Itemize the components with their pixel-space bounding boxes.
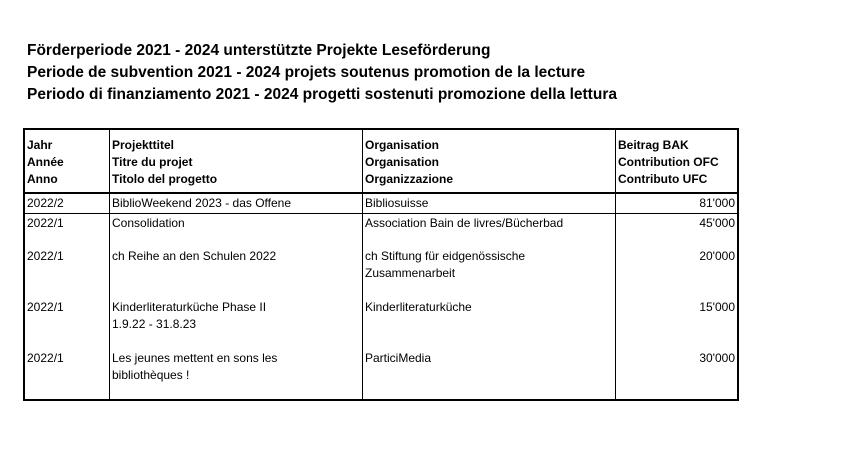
table-row (24, 349, 738, 400)
cell-year: 2022/2 (24, 193, 110, 214)
cell-project: Consolidation (110, 214, 363, 248)
cell-amount: 20'000 (699, 249, 735, 263)
title-fr: Periode de subvention 2021 - 2024 projets soutenus promotion de la lecture (27, 64, 586, 81)
table-row (24, 214, 738, 248)
title-it: Periodo di finanziamento 2021 - 2024 progetti sostenuti promozione della lettura (27, 86, 617, 103)
cell-year: 2022/1 (24, 298, 110, 349)
header-organisation: Organisation Organisation Organizzazione (363, 129, 616, 193)
cell-organisation: Bibliosuisse (363, 193, 616, 214)
table-header-row (24, 129, 738, 193)
cell-organisation: ch Stiftung für eidgenössische Zusammenarbeit (363, 247, 616, 298)
title-de: Förderperiode 2021 - 2024 unterstützte Projekte Leseförderung (27, 42, 491, 59)
cell-organisation: ParticiMedia (363, 349, 616, 400)
cell-amount: 15'000 (699, 300, 735, 314)
cell-project: Les jeunes mettent en sons les bibliothèques ! (110, 349, 363, 400)
cell-organisation: Kinderliteraturküche (363, 298, 616, 349)
cell-year: 2022/1 (24, 349, 110, 400)
header-project: Projekttitel Titre du projet Titolo del progetto (110, 129, 363, 193)
header-year: Jahr Année Anno (24, 129, 110, 193)
cell-amount: 30'000 (699, 351, 735, 365)
header-amount: Beitrag BAK Contribution OFC Contributo UFC (616, 129, 739, 193)
cell-project: BiblioWeekend 2023 - das Offene (110, 193, 363, 214)
table-row (24, 193, 738, 214)
projects-table (23, 128, 739, 401)
cell-organisation: Association Bain de livres/Bücherbad (363, 214, 616, 248)
cell-project: Kinderliteraturküche Phase II 1.9.22 - 31.8.23 (110, 298, 363, 349)
document-titles (27, 40, 617, 106)
cell-amount: 45'000 (699, 216, 735, 230)
table-row (24, 247, 738, 298)
table-row (24, 298, 738, 349)
cell-project: ch Reihe an den Schulen 2022 (110, 247, 363, 298)
cell-amount: 81'000 (616, 193, 739, 214)
cell-year: 2022/1 (24, 247, 110, 298)
cell-year: 2022/1 (24, 214, 110, 248)
